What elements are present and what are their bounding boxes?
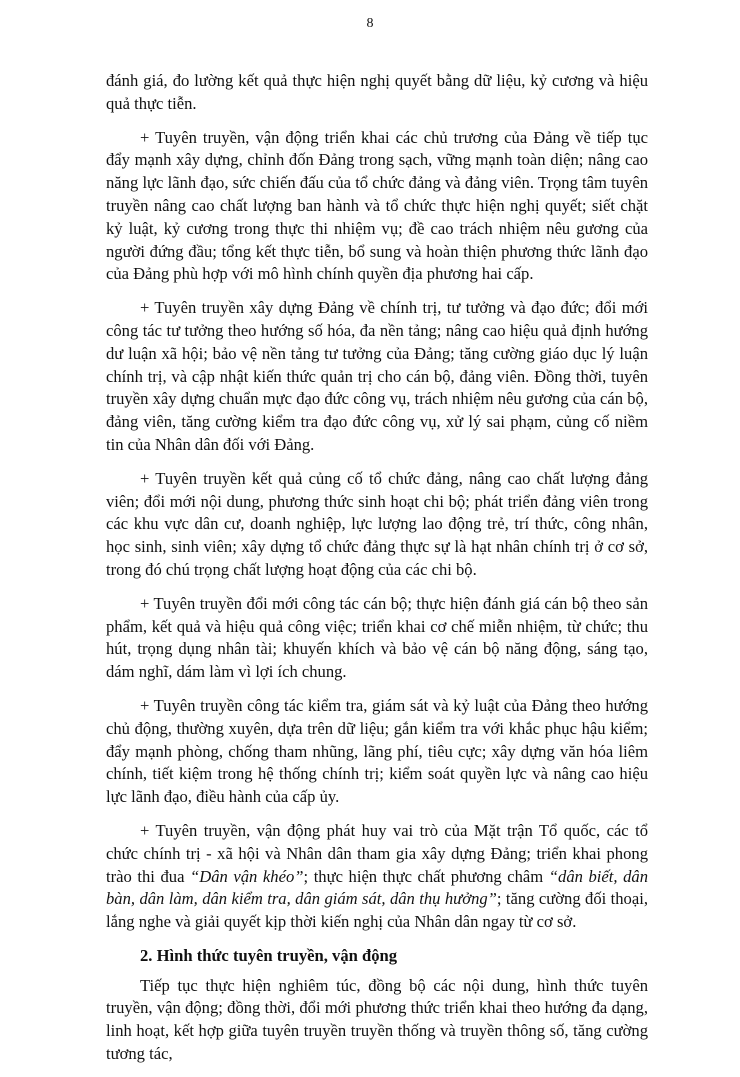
paragraph-political-ideology: + Tuyên truyền xây dựng Đảng về chính trị, tư tưởng và đạo đức; đổi mới công tác tư tưởng theo hướng số hóa, đa nền tảng; nâng cao hiệu quả định hướng dư luận xã hội; bảo vệ nền tảng tư tưởng của Đảng; tăng cường giáo dục lý luận chính trị, và cập nhật kiến thức quản trị cho cán bộ, đảng viên. Đồng thời, tuyên truyền xây dựng chuẩn mực đạo đức công vụ, trách nhiệm nêu gương của cán bộ, đảng viên, tăng cường kiểm tra đạo đức công vụ, xử lý sai phạm, củng cố niềm tin của Nhân dân đối với Đảng. xyxy=(106,298,648,454)
paragraph-continued: đánh giá, đo lường kết quả thực hiện nghị quyết bằng dữ liệu, kỷ cương và hiệu quả thực tiễn. xyxy=(106,71,648,113)
page-number: 8 xyxy=(366,16,374,31)
section-heading: 2. Hình thức tuyên truyền, vận động xyxy=(140,945,398,965)
document-body xyxy=(106,70,648,1077)
mass-mobilization-text-3: ; tăng cường đối thoại, lắng nghe và giải quyết kịp thời kiến nghị của Nhân dân ngay từ cơ sở. xyxy=(106,889,648,932)
mass-mobilization-text-2: ; thực hiện thực chất phương châm xyxy=(303,866,549,886)
mass-mobilization-quote-2: “dân biết, dân bàn, dân làm, dân kiểm tra, dân giám sát, dân thụ hưởng” xyxy=(106,866,648,909)
paragraph-inspection: + Tuyên truyền công tác kiểm tra, giám sát và kỷ luật của Đảng theo hướng chủ động, thường xuyên, dựa trên dữ liệu; gắn kiểm tra với khắc phục hậu kiểm; đẩy mạnh phòng, chống tham nhũng, lãng phí, tiêu cực; xây dựng văn hóa liêm chính, tiết kiệm trong hệ thống chính trị; kiểm soát quyền lực và nâng cao hiệu lực lãnh đạo, điều hành của cấp ủy. xyxy=(106,695,648,807)
paragraph-mass-mobilization xyxy=(106,820,648,934)
paragraph-party-building: + Tuyên truyền, vận động triển khai các chủ trương của Đảng về tiếp tục đẩy mạnh xây dựng, chỉnh đốn Đảng trong sạch, vững mạnh toàn diện; nâng cao năng lực lãnh đạo, sức chiến đấu của tổ chức đảng và đảng viên. Trọng tâm tuyên truyền nâng cao chất lượng ban hành và tổ chức thực hiện nghị quyết; siết chặt kỷ luật, kỷ cương trong thực thi nhiệm vụ; đề cao trách nhiệm nêu gương của người đứng đầu; tổng kết thực tiễn, bổ sung và hoàn thiện phương thức lãnh đạo của Đảng phù hợp với mô hình chính quyền địa phương hai cấp. xyxy=(106,127,648,284)
section-paragraph: Tiếp tục thực hiện nghiêm túc, đồng bộ các nội dung, hình thức tuyên truyền, vận động; đồng thời, đổi mới phương thức triển khai theo hướng đa dạng, linh hoạt, kết hợp giữa tuyên truyền truyền thống và truyền thông số, tăng cường tương tác, xyxy=(106,975,648,1064)
paragraph-party-organization: + Tuyên truyền kết quả củng cố tổ chức đảng, nâng cao chất lượng đảng viên; đổi mới nội dung, phương thức sinh hoạt chi bộ; phát triển đảng viên trong các khu vực dân cư, doanh nghiệp, lực lượng lao động trẻ, trí thức, công nhân, học sinh, sinh viên; xây dựng tổ chức đảng thực sự là hạt nhân chính trị ở cơ sở, trong đó chú trọng chất lượng hoạt động của các chi bộ. xyxy=(106,468,648,579)
mass-mobilization-quote-1: “Dân vận khéo” xyxy=(190,866,304,886)
mass-mobilization-text-1: + Tuyên truyền, vận động phát huy vai trò của Mặt trận Tổ quốc, các tổ chức chính trị - xã hội và Nhân dân tham gia xây dựng Đảng; triển khai phong trào thi đua xyxy=(106,820,648,886)
paragraph-cadre-work: + Tuyên truyền đổi mới công tác cán bộ; thực hiện đánh giá cán bộ theo sản phẩm, kết quả và hiệu quả công việc; triển khai cơ chế miễn nhiệm, từ chức; thu hút, trọng dụng nhân tài; khuyến khích và bảo vệ cán bộ năng động, sáng tạo, dám nghĩ, dám làm vì lợi ích chung. xyxy=(106,593,648,682)
